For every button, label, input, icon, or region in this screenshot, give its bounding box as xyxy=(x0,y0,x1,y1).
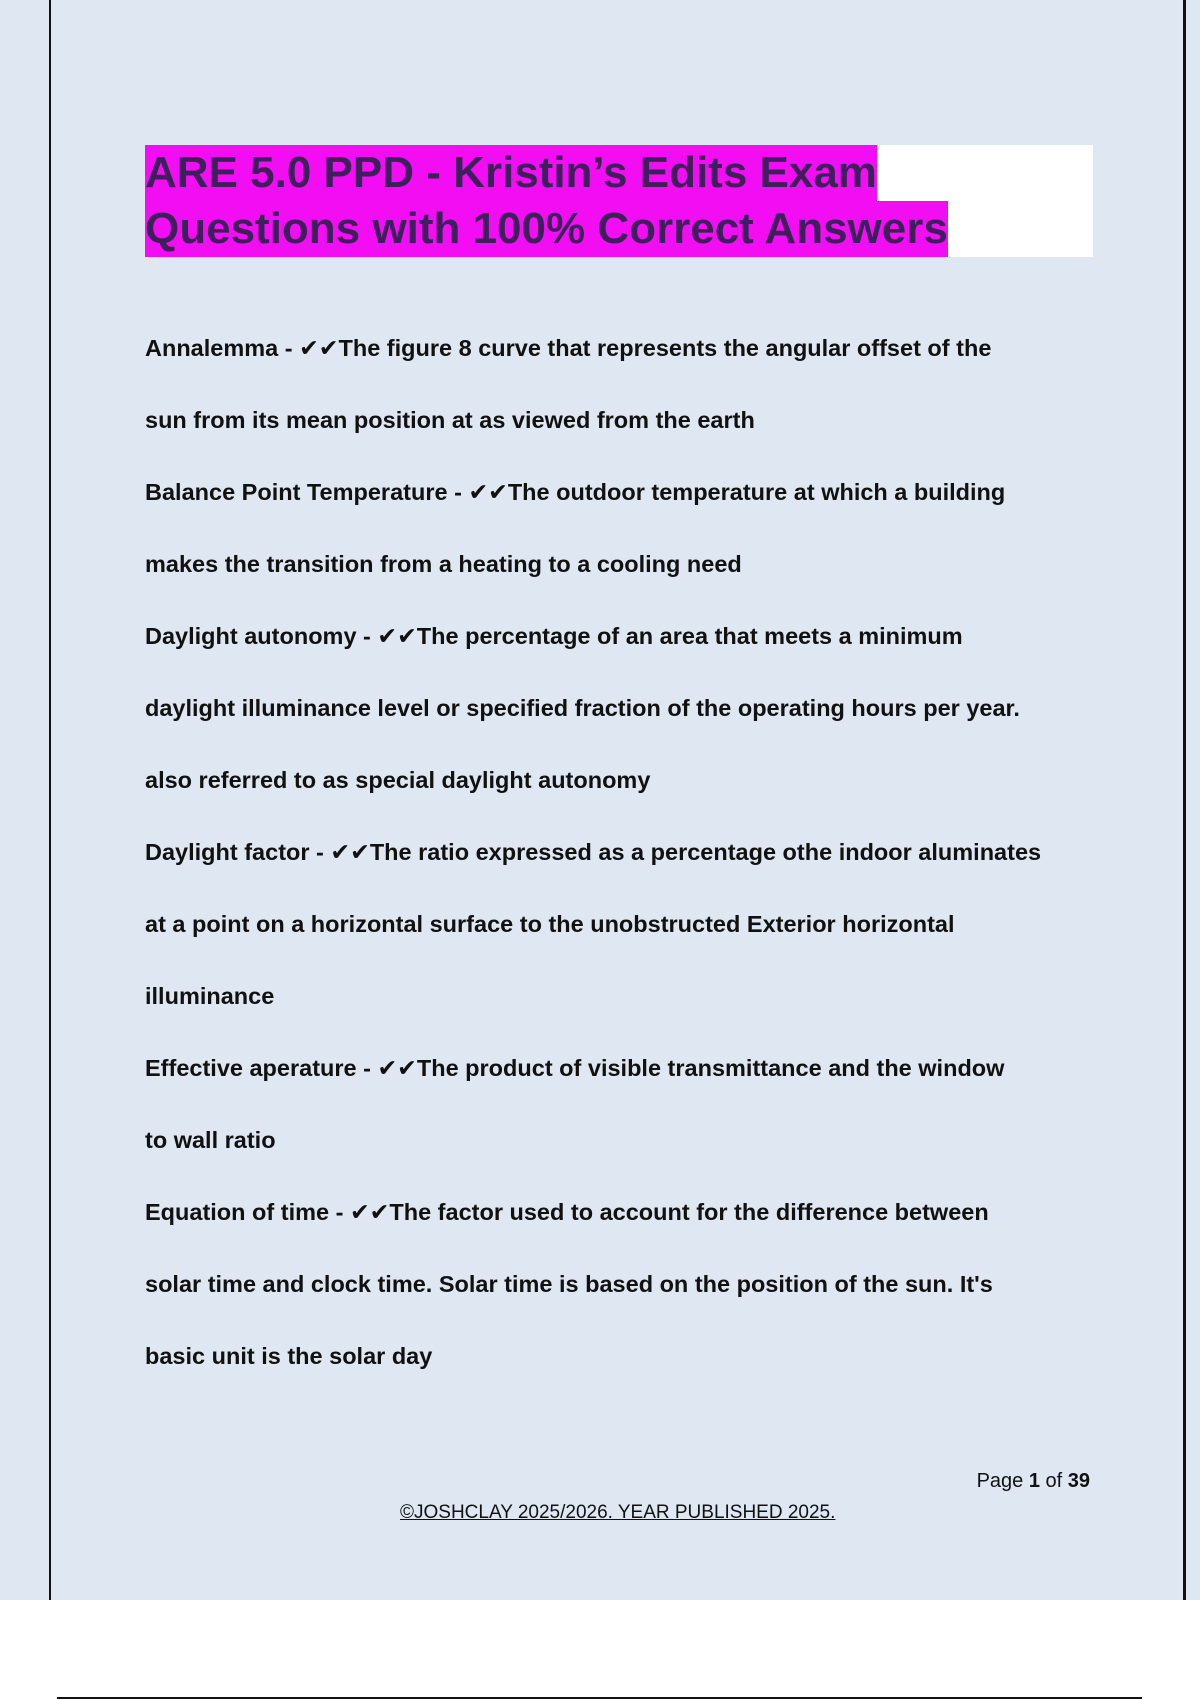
check-icon: ✔✔ xyxy=(299,334,339,362)
definition-text: The ratio expressed as a percentage othe indoor aluminates xyxy=(369,839,1042,865)
term: Daylight factor - xyxy=(145,839,331,865)
term: Daylight autonomy - xyxy=(145,623,378,649)
page-label: Page xyxy=(976,1470,1029,1492)
qa-entry-line: also referred to as special daylight autonomy xyxy=(145,767,651,793)
definition-text: The product of visible transmittance and the window xyxy=(416,1055,1005,1081)
title-line-2: Questions with 100% Correct Answers xyxy=(145,201,948,257)
document-title xyxy=(145,145,1093,257)
definition-text: The percentage of an area that meets a minimum xyxy=(416,623,963,649)
page-current: 1 xyxy=(1028,1470,1040,1492)
check-icon: ✔✔ xyxy=(468,478,508,506)
qa-entry-line: illuminance xyxy=(145,983,275,1009)
qa-entry-line: to wall ratio xyxy=(145,1127,276,1153)
check-icon: ✔✔ xyxy=(377,622,417,650)
qa-entry-line: sun from its mean position at as viewed from the earth xyxy=(145,407,755,433)
check-icon: ✔✔ xyxy=(349,1198,390,1226)
qa-entry-line: makes the transition from a heating to a cooling need xyxy=(145,551,742,577)
definition-text: The figure 8 curve that represents the angular offset of the xyxy=(338,335,992,361)
qa-entry-line xyxy=(145,816,1105,888)
qa-entry-line: solar time and clock time. Solar time is based on the position of the sun. It's xyxy=(145,1271,993,1297)
page-border-right xyxy=(1183,0,1186,1600)
term: Annalemma - xyxy=(145,335,300,361)
qa-entry-line: at a point on a horizontal surface to the unobstructed Exterior horizontal xyxy=(145,911,955,937)
qa-entry-line xyxy=(145,1176,1105,1248)
title-line-1: ARE 5.0 PPD - Kristin’s Edits Exam xyxy=(145,145,877,201)
qa-entry-line xyxy=(145,1032,1105,1104)
page-number xyxy=(950,1470,1090,1493)
check-icon: ✔✔ xyxy=(330,838,370,866)
qa-entry-line: basic unit is the solar day xyxy=(145,1343,433,1369)
qa-entry-line: daylight illuminance level or specified fraction of the operating hours per year. xyxy=(145,695,1020,721)
term: Equation of time - xyxy=(145,1199,350,1225)
definition-text: The factor used to account for the difference between xyxy=(389,1199,989,1225)
qa-entry-line xyxy=(145,600,1105,672)
definition-text: The outdoor temperature at which a building xyxy=(507,479,1006,505)
qa-entry-line xyxy=(145,312,1105,384)
page-of: of xyxy=(1039,1470,1068,1492)
page-border-left xyxy=(49,0,51,1600)
qa-entry-line xyxy=(145,456,1105,528)
qa-list xyxy=(145,312,1105,1392)
term: Balance Point Temperature - xyxy=(145,479,469,505)
bottom-divider xyxy=(57,1697,1142,1699)
check-icon: ✔✔ xyxy=(377,1054,417,1082)
copyright-footer: ©JOSHCLAY 2025/2026. YEAR PUBLISHED 2025. xyxy=(400,1502,836,1523)
page-total: 39 xyxy=(1067,1470,1090,1492)
term: Effective aperature - xyxy=(145,1055,378,1081)
